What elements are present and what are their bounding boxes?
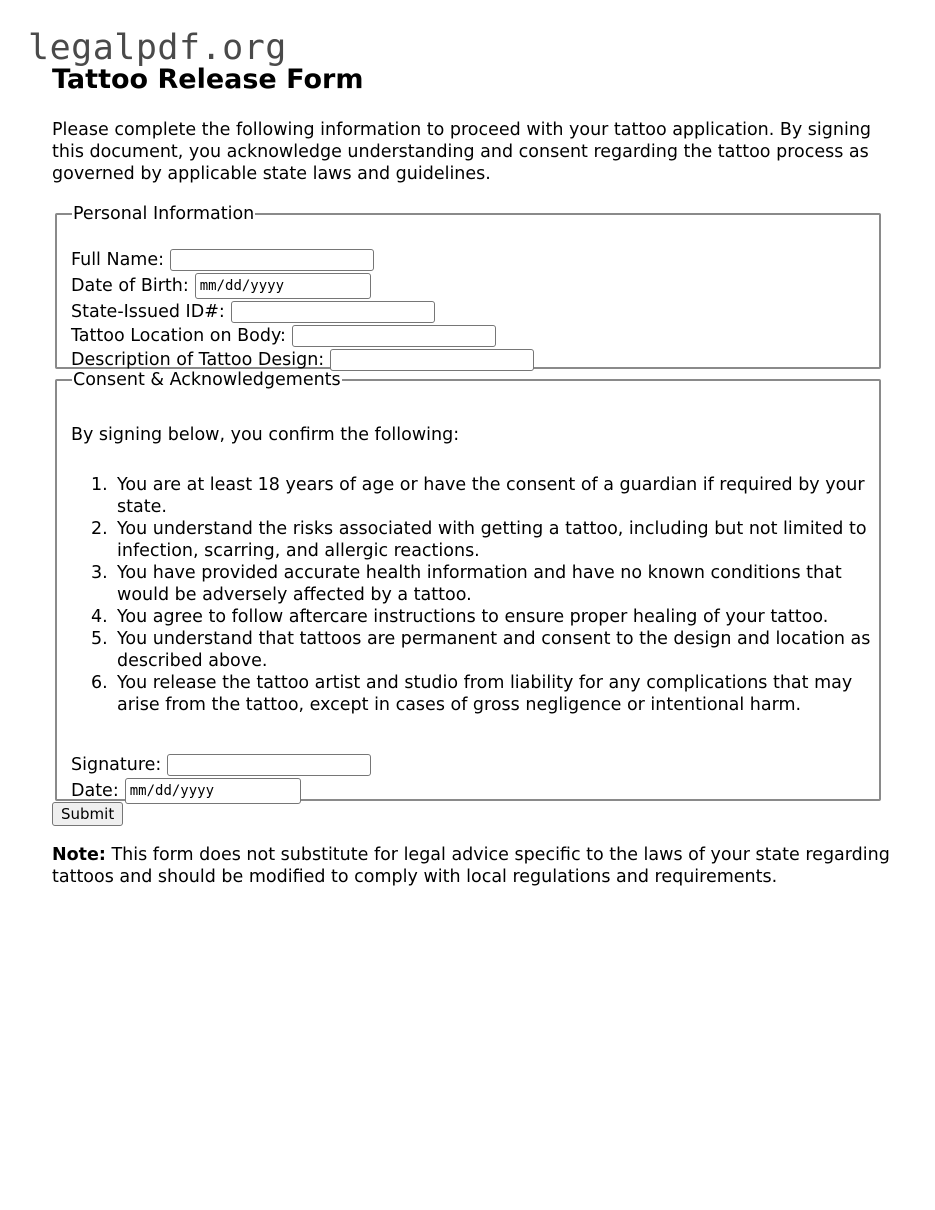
- signature-row: [71, 753, 371, 777]
- consent-legend: Consent & Acknowledgements: [73, 370, 341, 390]
- signature-label: Signature:: [71, 755, 162, 775]
- list-number: 4.: [91, 607, 108, 627]
- state-id-input[interactable]: [231, 301, 435, 323]
- consent-list: [61, 474, 873, 716]
- tattoo-location-label: Tattoo Location on Body:: [71, 326, 286, 346]
- list-number: 5.: [91, 629, 108, 649]
- date-label: Date:: [71, 781, 119, 801]
- date-of-birth-input[interactable]: mm/dd/yyyy: [195, 273, 371, 299]
- date-of-birth-row: [71, 274, 371, 298]
- tattoo-design-label: Description of Tattoo Design:: [71, 350, 325, 370]
- list-number: 1.: [91, 475, 108, 495]
- consent-fieldset: [55, 371, 881, 801]
- consent-item: [61, 562, 873, 606]
- consent-item: [61, 606, 873, 628]
- date-row: [71, 779, 301, 803]
- intro-paragraph: Please complete the following information to proceed with your tattoo application. By signing this document, you acknowledge understanding and consent regarding the tattoo process as governed by applicable state laws and guidelines.: [52, 120, 872, 184]
- consent-item: [61, 672, 873, 716]
- submit-button[interactable]: Submit: [52, 802, 123, 826]
- date-of-birth-label: Date of Birth:: [71, 276, 189, 296]
- tattoo-design-input[interactable]: [330, 349, 534, 371]
- list-number: 2.: [91, 519, 108, 539]
- state-id-row: [71, 300, 435, 324]
- consent-item-text: You have provided accurate health information and have no known conditions that would be adversely affected by a tattoo.: [117, 563, 842, 605]
- date-input[interactable]: mm/dd/yyyy: [125, 778, 301, 804]
- personal-information-fieldset: [55, 205, 881, 369]
- state-id-label: State-Issued ID#:: [71, 302, 225, 322]
- consent-intro: By signing below, you confirm the following:: [71, 425, 460, 445]
- list-number: 3.: [91, 563, 108, 583]
- consent-item: [61, 628, 873, 672]
- page-title: Tattoo Release Form: [52, 64, 364, 95]
- note-text: This form does not substitute for legal advice specific to the laws of your state regarding tattoos and should be modified to comply with local regulations and requirements.: [52, 845, 890, 887]
- consent-item: [61, 474, 873, 518]
- tattoo-design-row: [71, 348, 534, 372]
- watermark-logo: legalpdf.org: [28, 28, 287, 68]
- full-name-input[interactable]: [170, 249, 374, 271]
- personal-information-legend: Personal Information: [73, 204, 255, 224]
- consent-item-text: You understand the risks associated with getting a tattoo, including but not limited to infection, scarring, and allergic reactions.: [117, 519, 867, 561]
- list-number: 6.: [91, 673, 108, 693]
- consent-item-text: You release the tattoo artist and studio from liability for any complications that may arise from the tattoo, except in cases of gross negligence or intentional harm.: [117, 673, 853, 715]
- consent-item: [61, 518, 873, 562]
- full-name-label: Full Name:: [71, 250, 165, 270]
- tattoo-location-row: [71, 324, 496, 348]
- full-name-row: [71, 248, 374, 272]
- tattoo-location-input[interactable]: [292, 325, 496, 347]
- consent-item-text: You are at least 18 years of age or have the consent of a guardian if required by your state.: [117, 475, 865, 517]
- note-paragraph: [52, 844, 902, 888]
- signature-input[interactable]: [167, 754, 371, 776]
- note-label: Note:: [52, 845, 106, 865]
- consent-item-text: You agree to follow aftercare instructions to ensure proper healing of your tattoo.: [117, 607, 829, 627]
- consent-item-text: You understand that tattoos are permanent and consent to the design and location as described above.: [117, 629, 871, 671]
